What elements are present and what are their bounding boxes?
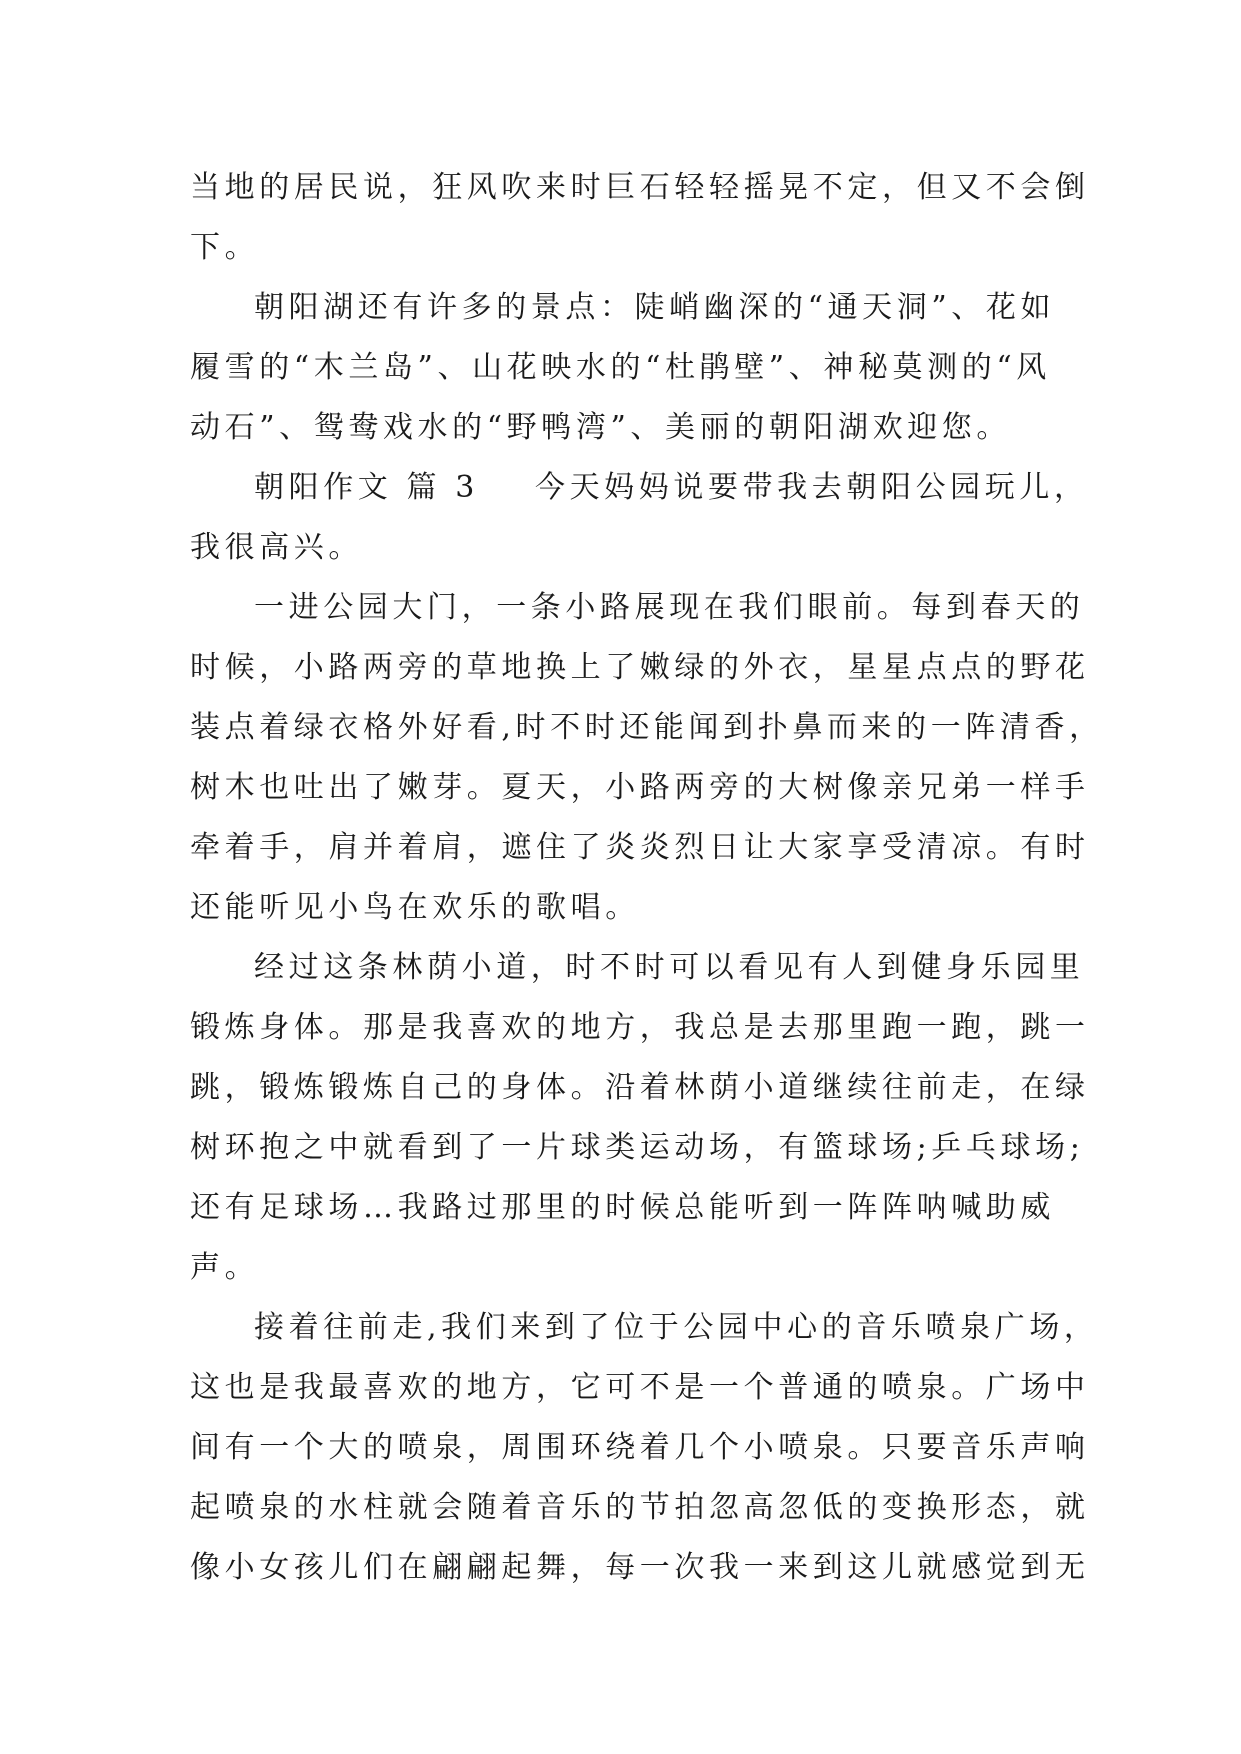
text-line: 动石”、鸳鸯戏水的“野鸭湾”、美丽的朝阳湖欢迎您。 [190, 410, 1012, 445]
section-heading-line [190, 458, 1089, 518]
text-line: 声。 [190, 1250, 260, 1285]
text-line: 跳，锻炼锻炼自己的身体。沿着林荫小道继续往前走，在绿 [190, 1070, 1090, 1105]
essay-body [190, 158, 1104, 1598]
text-line: 装点着绿衣格外好看,时不时还能闻到扑鼻而来的一阵清香， [190, 710, 1104, 745]
text-line: 起喷泉的水柱就会随着音乐的节拍忽高忽低的变换形态，就 [190, 1490, 1090, 1525]
text-line: 牵着手，肩并着肩，遮住了炎炎烈日让大家享受清凉。有时 [190, 830, 1090, 865]
text-line: 树木也吐出了嫩芽。夏天，小路两旁的大树像亲兄弟一样手 [190, 770, 1090, 805]
text-line: 我很高兴。 [190, 530, 363, 565]
text-line: 间有一个大的喷泉，周围环绕着几个小喷泉。只要音乐声响 [190, 1430, 1090, 1465]
text-line: 像小女孩儿们在翩翩起舞，每一次我一来到这儿就感觉到无 [190, 1550, 1090, 1585]
text-line: 锻炼身体。那是我喜欢的地方，我总是去那里跑一跑，跳一 [190, 1010, 1090, 1045]
paragraph-start-line: 接着往前走,我们来到了位于公园中心的音乐喷泉广场， [254, 1310, 1099, 1345]
paragraph-start-line: 一进公园大门，一条小路展现在我们眼前。每到春天的 [254, 590, 1085, 625]
text-line: 还能听见小鸟在欢乐的歌唱。 [190, 890, 640, 925]
text-line: 还有足球场…我路过那里的时候总能听到一阵阵呐喊助威 [190, 1190, 1055, 1225]
text-line: 履雪的“木兰岛”、山花映水的“杜鹃壁”、神秘莫测的“风 [190, 350, 1051, 385]
paragraph-start-line: 经过这条林荫小道，时不时可以看见有人到健身乐园里 [254, 950, 1085, 985]
text-line: 时候，小路两旁的草地换上了嫩绿的外衣，星星点点的野花 [190, 650, 1090, 685]
text-line: 这也是我最喜欢的地方，它可不是一个普通的喷泉。广场中 [190, 1370, 1090, 1405]
text-line: 今天妈妈说要带我去朝阳公园玩儿， [534, 470, 1089, 505]
text-line: 当地的居民说，狂风吹来时巨石轻轻摇晃不定，但又不会倒 [190, 170, 1090, 205]
text-line: 树环抱之中就看到了一片球类运动场，有篮球场;乒乓球场; [190, 1130, 1085, 1165]
text-line: 下。 [190, 230, 260, 265]
paragraph-start-line: 朝阳湖还有许多的景点：陡峭幽深的“通天洞”、花如 [254, 290, 1056, 325]
section-heading: 朝阳作文 篇 3 [254, 470, 479, 505]
